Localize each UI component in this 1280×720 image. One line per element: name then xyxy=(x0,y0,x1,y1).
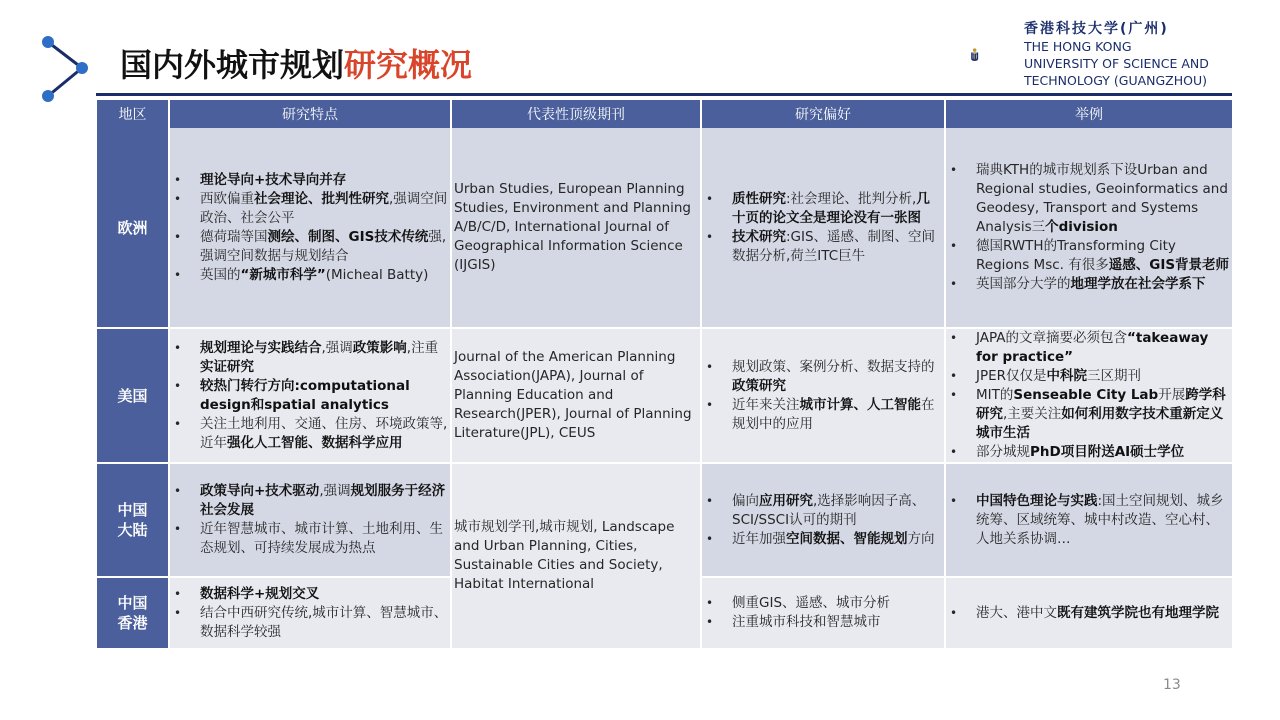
preferences-cell xyxy=(701,128,945,328)
page-title xyxy=(120,40,472,86)
page-number: 13 xyxy=(1163,677,1181,693)
list-item: • 偏向应用研究,选择影响因子高、SCI/SSCI认可的期刊 xyxy=(732,492,942,530)
table-row xyxy=(97,463,1233,577)
examples-cell xyxy=(945,328,1233,463)
region-cell: 中国大陆 xyxy=(97,463,169,577)
journals-cell: Urban Studies, European Planning Studies, Environment and Planning A/B/C/D, International Journal of Geographical Information Science (IJGIS) xyxy=(451,128,701,328)
list-item: • 技术研究:GIS、遥感、制图、空间数据分析,荷兰ITC巨牛 xyxy=(732,228,942,266)
region-cell: 美国 xyxy=(97,328,169,463)
list-item: • 注重城市科技和智慧城市 xyxy=(732,613,942,632)
list-item: • 德荷瑞等国测绘、制图、GIS技术传统强,强调空间数据与规划结合 xyxy=(200,228,448,266)
list-item: • JPER仅仅是中科院三区期刊 xyxy=(976,367,1230,386)
header-journals: 代表性顶级期刊 xyxy=(451,100,701,128)
list-item: • 近年智慧城市、城市计算、土地利用、生态规划、可持续发展成为热点 xyxy=(200,520,448,558)
preferences-cell xyxy=(701,328,945,463)
features-cell xyxy=(169,577,451,649)
list-item: • JAPA的文章摘要必须包含“takeaway for practice” xyxy=(976,329,1230,367)
title-divider xyxy=(96,93,1232,96)
region-cell: 中国香港 xyxy=(97,577,169,649)
list-item: • 规划理论与实践结合,强调政策影响,注重实证研究 xyxy=(200,339,448,377)
preferences-cell xyxy=(701,463,945,577)
header-region: 地区 xyxy=(97,100,169,128)
region-cell: 欧洲 xyxy=(97,128,169,328)
examples-cell xyxy=(945,128,1233,328)
hkust-gz-logo-icon xyxy=(970,18,1022,92)
journals-cell: 城市规划学刊,城市规划, Landscape and Urban Planning, Cities, Sustainable Cities and Society, Habitat International xyxy=(451,463,701,649)
list-item: • 政策导向+技术驱动,强调规划服务于经济社会发展 xyxy=(200,482,448,520)
list-item: • 西欧偏重社会理论、批判性研究,强调空间政治、社会公平 xyxy=(200,190,448,228)
list-item: • 关注土地利用、交通、住房、环境政策等,近年强化人工智能、数据科学应用 xyxy=(200,415,448,453)
list-item: • 德国RWTH的Transforming City Regions Msc. 有很多遥感、GIS背景老师 xyxy=(976,237,1230,275)
features-cell xyxy=(169,128,451,328)
header-features: 研究特点 xyxy=(169,100,451,128)
examples-cell xyxy=(945,463,1233,577)
examples-cell xyxy=(945,577,1233,649)
journals-cell: Journal of the American Planning Association(JAPA), Journal of Planning Education and Research(JPER), Journal of Planning Literature(JPL), CEUS xyxy=(451,328,701,463)
university-name-en-line1: THE HONG KONG xyxy=(1024,39,1132,54)
university-name-en-line3: TECHNOLOGY (GUANGZHOU) xyxy=(1024,73,1208,88)
university-name xyxy=(1024,20,1238,89)
list-item: • 近年加强空间数据、智能规划方向 xyxy=(732,530,942,549)
list-item: • 英国部分大学的地理学放在社会学系下 xyxy=(976,275,1230,294)
header-preferences: 研究偏好 xyxy=(701,100,945,128)
list-item: • 结合中西研究传统,城市计算、智慧城市、数据科学较强 xyxy=(200,604,448,642)
list-item: • 质性研究:社会理论、批判分析,几十页的论文全是理论没有一张图 xyxy=(732,190,942,228)
page-title-main: 国内外城市规划 xyxy=(120,46,345,84)
list-item: • 规划政策、案例分析、数据支持的政策研究 xyxy=(732,358,942,396)
table-row xyxy=(97,128,1233,328)
list-item: • 数据科学+规划交叉 xyxy=(200,585,448,604)
university-name-cn: 香港科技大学(广州) xyxy=(1024,21,1169,37)
list-item: • 理论导向+技术导向并存 xyxy=(200,171,448,190)
list-item: • 港大、港中文既有建筑学院也有地理学院 xyxy=(976,604,1230,623)
university-name-en-line2: UNIVERSITY OF SCIENCE AND xyxy=(1024,56,1209,71)
page-title-accent: 研究概况 xyxy=(344,46,473,84)
list-item: • 较热门转行方向:computational design和spatial analytics xyxy=(200,377,448,415)
list-item: • 中国特色理论与实践:国土空间规划、城乡统筹、区域统筹、城中村改造、空心村、人地关系协调… xyxy=(976,492,1230,549)
list-item: • 近年来关注城市计算、人工智能在规划中的应用 xyxy=(732,396,942,434)
list-item: • 瑞典KTH的城市规划系下设Urban and Regional studies, Geoinformatics and Geodesy, Transport and Systems Analysis三个division xyxy=(976,161,1230,237)
list-item: • MIT的Senseable City Lab开展跨学科研究,主要关注如何利用数字技术重新定义城市生活 xyxy=(976,386,1230,443)
list-item: • 部分城规PhD项目附送AI硕士学位 xyxy=(976,443,1230,462)
list-item: • 侧重GIS、遥感、城市分析 xyxy=(732,594,942,613)
features-cell xyxy=(169,328,451,463)
header-examples: 举例 xyxy=(945,100,1233,128)
network-decoration-icon xyxy=(30,30,100,105)
research-comparison-table xyxy=(97,100,1234,650)
table-row xyxy=(97,328,1233,463)
table-header-row xyxy=(97,100,1233,128)
features-cell xyxy=(169,463,451,577)
preferences-cell xyxy=(701,577,945,649)
list-item: • 英国的“新城市科学”(Micheal Batty) xyxy=(200,266,448,285)
